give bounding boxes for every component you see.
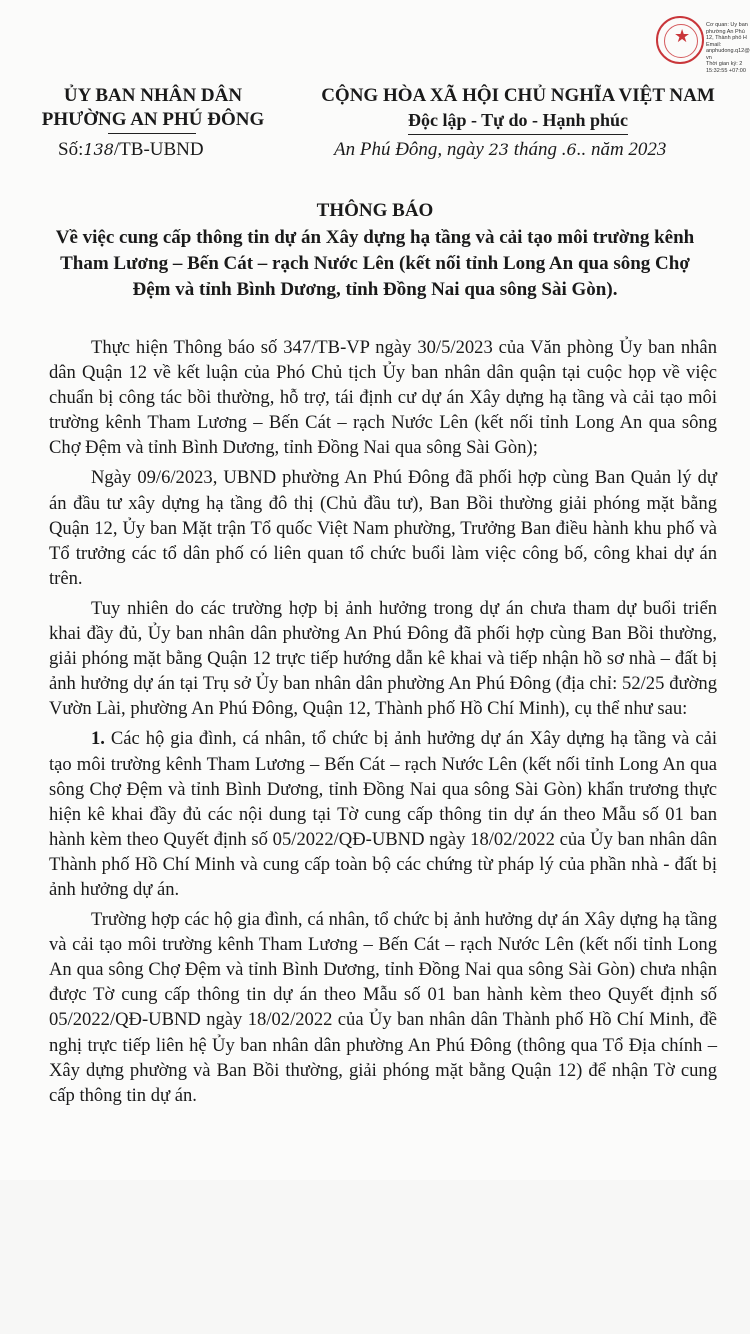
paragraph: Trường hợp các hộ gia đình, cá nhân, tổ chức bị ảnh hưởng dự án Xây dựng hạ tầng và cải tạo môi trường kênh Tham Lương – Bến Cát – rạch Nước Lên (kết nối tỉnh Long An qua sông Chợ Đệm và tỉnh Bình Dương, tỉnh Đồng Nai qua sông Sài Gòn) chưa nhận được Tờ cung cấp thông tin dự án theo Mẫu số 01 ban hành kèm theo Quyết định số 05/2022/QĐ-UBND ngày 18/02/2022 của Ủy ban nhân dân Thành phố Hồ Chí Minh, đề nghị trực tiếp liên hệ Ủy ban nhân dân phường An Phú Đông (thông qua Tổ Địa chính – Xây dựng phường và Ban Bồi thường, giải phóng mặt bằng Quận 12) để nhận Tờ cung cấp thông tin dự án. bbox=[49, 909, 717, 1106]
doc-number-prefix: Số: bbox=[58, 139, 84, 160]
doc-number-suffix: /TB-UBND bbox=[113, 139, 204, 160]
org-divider bbox=[108, 133, 196, 134]
signature-details bbox=[706, 22, 750, 74]
motto-text: Độc lập - Tự do - Hạnh phúc bbox=[407, 110, 629, 130]
national-header bbox=[298, 84, 738, 133]
item-text: Các hộ gia đình, cá nhân, tổ chức bị ảnh hưởng dự án Xây dựng hạ tầng và cải tạo môi trường kênh Tham Lương – Bến Cát – rạch Nước Lên (kết nối tỉnh Long An qua sông Chợ Đệm và tỉnh Bình Dương, tỉnh Đồng Nai qua sông Sài Gòn) khẩn trương thực hiện kê khai đầy đủ các nội dung tại Tờ cung cấp thông tin dự án theo Mẫu số 01 ban hành kèm theo Quyết định số 05/2022/QĐ-UBND ngày 18/02/2022 của Ủy ban nhân dân Thành phố Hồ Chí Minh và cung cấp toàn bộ các chứng từ pháp lý của phần nhà - đất bị ảnh hưởng dự án. bbox=[49, 728, 717, 900]
date-line bbox=[334, 139, 666, 161]
date-month: 6 bbox=[566, 140, 577, 159]
document-body bbox=[49, 335, 717, 1113]
date-prefix: An Phú Đông, ngày bbox=[334, 139, 489, 160]
paragraph bbox=[49, 726, 717, 902]
signature-line: phường An Phú bbox=[706, 28, 745, 35]
org-line-2: PHƯỜNG AN PHÚ ĐÔNG bbox=[41, 109, 265, 130]
signature-line: Cơ quan: Ủy ban bbox=[706, 22, 748, 28]
date-month-label: tháng . bbox=[508, 139, 567, 160]
document-title: THÔNG BÁO bbox=[316, 200, 434, 221]
star-icon: ★ bbox=[674, 26, 691, 46]
signature-line: 12, Thành phố H bbox=[706, 35, 747, 41]
signature-line: anphudong.q12@ bbox=[706, 48, 750, 54]
signature-line: vn bbox=[706, 54, 712, 61]
blank-area bbox=[0, 1180, 750, 1334]
paragraph: Thực hiện Thông báo số 347/TB-VP ngày 30/5/2023 của Văn phòng Ủy ban nhân dân Quận 12 về kết luận của Phó Chủ tịch Ủy ban nhân dân quận tại cuộc họp về việc chuẩn bị công tác bồi thường, hỗ trợ, tái định cư dự án Xây dựng hạ tầng và cải tạo môi trường kênh Tham Lương – Bến Cát – rạch Nước Lên (kết nối tỉnh Long An qua sông Chợ Đệm và tỉnh Bình Dương, tỉnh Đồng Nai qua sông Sài Gòn); bbox=[49, 337, 717, 459]
item-number: 1. bbox=[91, 728, 105, 750]
org-line-1: ỦY BAN NHÂN DÂN bbox=[63, 85, 243, 106]
signature-line: Thời gian ký: 2 bbox=[706, 61, 743, 67]
document-number bbox=[58, 139, 204, 161]
country-name: CỘNG HÒA XÃ HỘI CHỦ NGHĨA VIỆT NAM bbox=[321, 85, 715, 106]
doc-number-handwritten: 138 bbox=[83, 140, 114, 159]
issuing-organization bbox=[28, 84, 278, 132]
signature-line: 15:32:55 +07:00 bbox=[706, 67, 746, 74]
document-subject: Về việc cung cấp thông tin dự án Xây dựng hạ tầng và cải tạo môi trường kênh Tham Lương – Bến Cát – rạch Nước Lên (kết nối tỉnh Long An qua sông Chợ Đệm và tỉnh Bình Dương, tỉnh Đồng Nai qua sông Sài Gòn). bbox=[55, 227, 695, 300]
paragraph: Tuy nhiên do các trường hợp bị ảnh hưởng trong dự án chưa tham dự buổi triển khai đầy đủ, Ủy ban nhân dân phường An Phú Đông đã phối hợp cùng Ban Bồi thường, giải phóng mặt bằng Quận 12 trực tiếp hướng dẫn kê khai và tiếp nhận hồ sơ nhà – đất bị ảnh hưởng dự án tại Trụ sở Ủy ban nhân dân phường An Phú Đông (địa chỉ: 52/25 đường Vườn Lài, phường An Phú Đông, Quận 12, Thành phố Hồ Chí Minh), cụ thể như sau: bbox=[49, 597, 717, 720]
signature-line: Email: bbox=[706, 41, 722, 48]
paragraph: Ngày 09/6/2023, UBND phường An Phú Đông đã phối hợp cùng Ban Quản lý dự án đầu tư xây dựng hạ tầng đô thị (Chủ đầu tư), Ban Bồi thường giải phóng mặt bằng Quận 12, Ủy ban Mặt trận Tổ quốc Việt Nam phường, Trưởng Ban điều hành khu phố và Tổ trưởng các tổ dân phố có liên quan tổ chức buổi làm việc công bố, công khai dự án trên. bbox=[49, 467, 717, 589]
date-year: .. năm 2023 bbox=[576, 139, 667, 160]
date-day: 23 bbox=[488, 140, 509, 159]
national-motto bbox=[408, 108, 628, 132]
motto-underline bbox=[408, 134, 628, 135]
official-seal-icon bbox=[656, 16, 704, 64]
